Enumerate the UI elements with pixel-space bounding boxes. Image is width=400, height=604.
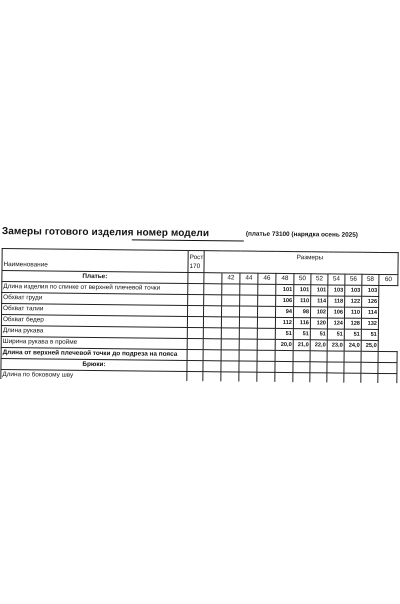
empty-cell [239, 317, 257, 328]
empty-cell [187, 316, 203, 327]
empty-cell [327, 351, 344, 362]
empty-cell [257, 328, 275, 339]
empty-cell [203, 328, 221, 339]
empty-cell [221, 306, 239, 317]
value-cell: 94 [275, 306, 293, 317]
value-cell: 118 [328, 296, 345, 307]
empty-cell [275, 361, 293, 372]
size-cell: 58 [362, 274, 379, 285]
empty-cell [361, 362, 378, 373]
empty-cell [188, 305, 204, 316]
partial-row-label: Длина по боковому шву [1, 370, 187, 381]
measurements-table [0, 248, 398, 383]
value-cell: 98 [293, 307, 310, 318]
size-cell: 50 [294, 274, 311, 285]
empty-cell [187, 338, 203, 349]
header-empty-cell [204, 251, 222, 273]
empty-cell [239, 372, 257, 382]
document-header [2, 222, 382, 246]
value-cell: 112 [275, 317, 293, 328]
empty-cell [239, 339, 257, 350]
empty-cell [188, 272, 204, 283]
value-cell: 114 [311, 296, 328, 307]
sizes-header [222, 251, 398, 275]
empty-cell [187, 327, 203, 338]
empty-cell [221, 372, 239, 382]
empty-cell [187, 371, 203, 381]
empty-cell [257, 306, 275, 317]
empty-cell [275, 372, 293, 382]
empty-cell [187, 360, 203, 371]
value-cell: 51 [310, 329, 327, 340]
rost-label: Рост [189, 253, 204, 261]
value-cell: 21,0 [293, 340, 310, 351]
empty-cell [293, 362, 310, 373]
row-label: Обхват талии [2, 304, 188, 317]
section-label-pants: Брюки: [1, 359, 187, 372]
empty-cell [204, 273, 222, 284]
empty-cell [204, 295, 222, 306]
value-cell: 106 [276, 295, 294, 306]
empty-cell [361, 351, 378, 362]
value-cell: 101 [311, 285, 328, 296]
value-cell: 20,0 [275, 339, 293, 350]
empty-cell [258, 284, 276, 295]
measurement-rows [1, 282, 398, 352]
empty-cell [240, 295, 258, 306]
size-cell: 48 [276, 273, 294, 284]
row-label: Обхват груди [2, 293, 188, 306]
size-cell: 52 [311, 274, 328, 285]
empty-cell [257, 350, 275, 361]
value-cell: 25,0 [361, 340, 378, 351]
empty-cell [221, 361, 239, 372]
size-cell: 46 [258, 273, 276, 284]
empty-cell [310, 351, 327, 362]
value-cell: 103 [362, 285, 379, 296]
row-label: Обхват бедер [1, 315, 187, 328]
empty-cell [203, 372, 221, 382]
value-cell: 101 [294, 285, 311, 296]
empty-cell [221, 328, 239, 339]
value-cell: 116 [293, 318, 310, 329]
name-header-text: Наименование [3, 261, 48, 269]
name-column-header [2, 249, 188, 273]
empty-cell [344, 373, 361, 383]
document-title: Замеры готового изделия номер модели [1, 226, 210, 240]
empty-cell [327, 362, 344, 373]
section-label-dress: Платье: [2, 271, 188, 284]
value-cell: 22,0 [310, 340, 327, 351]
empty-cell [293, 373, 310, 383]
empty-cell [203, 306, 221, 317]
empty-cell [327, 373, 344, 383]
empty-cell [188, 283, 204, 294]
value-cell: 110 [344, 307, 361, 318]
value-cell: 124 [327, 318, 344, 329]
empty-cell [257, 372, 275, 382]
empty-cell [293, 351, 310, 362]
model-caption: (платье 73100 (нарядка осень 2025) [245, 230, 358, 239]
empty-cell [203, 317, 221, 328]
empty-cell [203, 361, 221, 372]
value-cell: 24,0 [344, 340, 361, 351]
value-cell: 51 [361, 329, 378, 340]
size-cell: 44 [240, 273, 258, 284]
value-cell: 51 [293, 329, 310, 340]
value-cell: 101 [276, 284, 294, 295]
rost-value: 170 [189, 262, 201, 270]
size-cell: 54 [328, 274, 345, 285]
row-label: Ширина рукава в пройме [1, 337, 187, 350]
value-cell: 122 [345, 296, 362, 307]
empty-cell [239, 361, 257, 372]
title-underline [132, 239, 244, 241]
value-cell: 23,0 [327, 340, 344, 351]
value-cell: 103 [328, 285, 345, 296]
empty-cell [240, 284, 258, 295]
size-cell: 60 [379, 274, 398, 285]
sizes-label: Размеры [296, 254, 324, 262]
empty-cell [221, 339, 239, 350]
section-label-length: Длина от верхней плечевой точки до подреза на пояса [1, 348, 187, 361]
empty-cell [187, 349, 203, 360]
value-cell: 110 [294, 296, 311, 307]
empty-cell [203, 350, 221, 361]
empty-cell [188, 294, 204, 305]
size-cell: 56 [345, 274, 362, 285]
empty-cell [378, 351, 397, 362]
empty-cell [258, 295, 276, 306]
empty-cell [204, 284, 222, 295]
empty-cell [221, 317, 239, 328]
empty-cell [361, 373, 378, 383]
empty-cell [222, 295, 240, 306]
empty-cell [239, 306, 257, 317]
row-label: Длина изделия по спинке от верхней плечевой точки [2, 282, 188, 295]
value-cell: 51 [275, 328, 293, 339]
value-cell: 132 [361, 318, 378, 329]
empty-cell [275, 350, 293, 361]
value-cell: 51 [344, 329, 361, 340]
empty-cell [344, 351, 361, 362]
value-cell: 51 [327, 329, 344, 340]
empty-cell [203, 339, 221, 350]
empty-cell [378, 373, 397, 383]
empty-cell [257, 339, 275, 350]
value-cell: 126 [362, 296, 379, 307]
value-cell: 103 [345, 285, 362, 296]
value-cell: 120 [310, 318, 327, 329]
size-cell: 42 [222, 273, 240, 284]
value-cell: 102 [310, 307, 327, 318]
empty-cell [239, 328, 257, 339]
rost-header [188, 250, 204, 272]
empty-cell [378, 362, 397, 373]
empty-cell [257, 317, 275, 328]
empty-cell [310, 373, 327, 383]
value-cell: 128 [344, 318, 361, 329]
empty-cell [310, 362, 327, 373]
value-cell: 114 [361, 307, 378, 318]
empty-cell [239, 350, 257, 361]
empty-cell [257, 361, 275, 372]
empty-cell [221, 350, 239, 361]
value-cell: 106 [327, 307, 344, 318]
empty-cell [222, 284, 240, 295]
empty-cell [344, 362, 361, 373]
row-label: Длина рукава [1, 326, 187, 339]
